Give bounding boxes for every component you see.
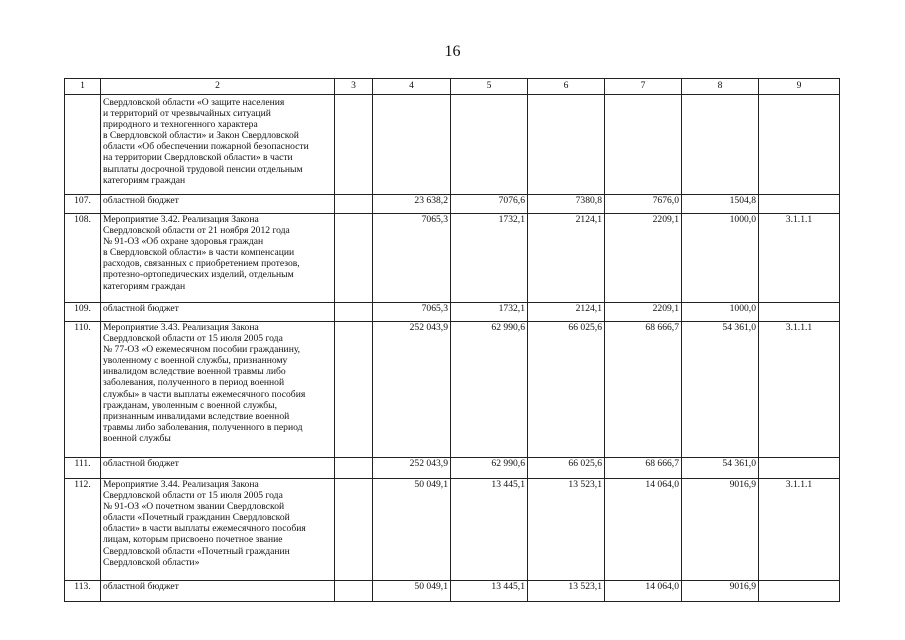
cell-c6: 2124,1 [528,214,605,303]
cell-num: 107. [65,195,101,214]
cell-c5 [451,95,528,195]
cell-num: 109. [65,303,101,322]
cell-description: областной бюджет [101,303,335,322]
col-header-4: 4 [373,79,451,95]
cell-c5: 7076,6 [451,195,528,214]
cell-description: Свердловской области «О защите населения и территорий от чрезвычайных ситуаций природного и техногенного характера в Свердловской области» и Закон Свердловской области «Об обеспечении пожарной безопасности на территории Свердловской области» в части выплаты досрочной трудовой пенсии отдельным категориям граждан [101,95,335,195]
cell-c3 [335,322,373,458]
col-header-9: 9 [759,79,840,95]
col-header-7: 7 [605,79,682,95]
cell-c4: 252 043,9 [373,322,451,458]
cell-c7: 68 666,7 [605,458,682,479]
col-header-2: 2 [101,79,335,95]
cell-c8: 1000,0 [682,303,759,322]
table-header-row [65,79,840,95]
cell-description: областной бюджет [101,458,335,479]
cell-c9 [759,458,840,479]
cell-c4: 23 638,2 [373,195,451,214]
cell-num: 111. [65,458,101,479]
cell-description: Мероприятие 3.42. Реализация Закона Свердловской области от 21 ноября 2012 года № 91-ОЗ «Об охране здоровья граждан в Свердловской области» в части компенсации расходов, связанных с приобретением протезов, протезно-ортопедических изделий, отдельным категориям граждан [101,214,335,303]
cell-num: 112. [65,479,101,581]
budget-table [64,78,840,602]
cell-c9: 3.1.1.1 [759,214,840,303]
cell-c6: 13 523,1 [528,581,605,602]
col-header-6: 6 [528,79,605,95]
cell-c3 [335,458,373,479]
col-header-3: 3 [335,79,373,95]
cell-num [65,95,101,195]
cell-c9 [759,195,840,214]
cell-c3 [335,214,373,303]
cell-c6: 66 025,6 [528,322,605,458]
table-row-continuation [65,95,840,195]
table-row [65,479,840,581]
cell-c8 [682,95,759,195]
cell-c8: 54 361,0 [682,458,759,479]
cell-num: 113. [65,581,101,602]
cell-c6 [528,95,605,195]
cell-c5: 13 445,1 [451,479,528,581]
cell-c7: 14 064,0 [605,479,682,581]
cell-c5: 62 990,6 [451,322,528,458]
cell-description: Мероприятие 3.44. Реализация Закона Свердловской области от 15 июля 2005 года № 91-ОЗ «О почетном звании Свердловской области «Почетный гражданин Свердловской области» в части выплаты ежемесячного пособия лицам, которым присвоено почетное звание Свердловской области «Почетный гражданин Свердловской области» [101,479,335,581]
cell-c4 [373,95,451,195]
cell-c8: 1504,8 [682,195,759,214]
cell-c4: 50 049,1 [373,581,451,602]
cell-c7: 68 666,7 [605,322,682,458]
cell-c5: 1732,1 [451,214,528,303]
cell-c6: 2124,1 [528,303,605,322]
cell-c3 [335,95,373,195]
cell-c6: 66 025,6 [528,458,605,479]
cell-c6: 7380,8 [528,195,605,214]
cell-c3 [335,195,373,214]
cell-c7: 2209,1 [605,303,682,322]
cell-c4: 7065,3 [373,214,451,303]
cell-c9 [759,95,840,195]
cell-c9: 3.1.1.1 [759,322,840,458]
cell-c7: 2209,1 [605,214,682,303]
cell-num: 110. [65,322,101,458]
cell-c9: 3.1.1.1 [759,479,840,581]
table-row [65,214,840,303]
cell-c9 [759,303,840,322]
cell-c8: 1000,0 [682,214,759,303]
cell-c5: 1732,1 [451,303,528,322]
cell-c3 [335,581,373,602]
cell-c6: 13 523,1 [528,479,605,581]
cell-c8: 54 361,0 [682,322,759,458]
cell-num: 108. [65,214,101,303]
col-header-8: 8 [682,79,759,95]
cell-c8: 9016,9 [682,479,759,581]
table-row [65,322,840,458]
cell-c5: 62 990,6 [451,458,528,479]
table-row [65,303,840,322]
cell-c3 [335,303,373,322]
cell-c8: 9016,9 [682,581,759,602]
cell-c5: 13 445,1 [451,581,528,602]
col-header-5: 5 [451,79,528,95]
cell-c7: 14 064,0 [605,581,682,602]
table-row [65,581,840,602]
cell-c9 [759,581,840,602]
table-row [65,458,840,479]
page-number: 16 [444,43,461,60]
cell-c7: 7676,0 [605,195,682,214]
col-header-1: 1 [65,79,101,95]
cell-description: областной бюджет [101,195,335,214]
cell-c7 [605,95,682,195]
cell-c4: 7065,3 [373,303,451,322]
cell-description: областной бюджет [101,581,335,602]
cell-description: Мероприятие 3.43. Реализация Закона Свердловской области от 15 июля 2005 года № 77-ОЗ «О ежемесячном пособии гражданину, уволенному с военной службы, признанному инвалидом вследствие военной травмы либо заболевания, полученного в период военной службы» в части выплаты ежемесячного пособия гражданам, уволенным с военной службы, признанным инвалидами вследствие военной травмы либо заболевания, полученного в период военной службы [101,322,335,458]
table-row [65,195,840,214]
cell-c3 [335,479,373,581]
cell-c4: 252 043,9 [373,458,451,479]
cell-c4: 50 049,1 [373,479,451,581]
